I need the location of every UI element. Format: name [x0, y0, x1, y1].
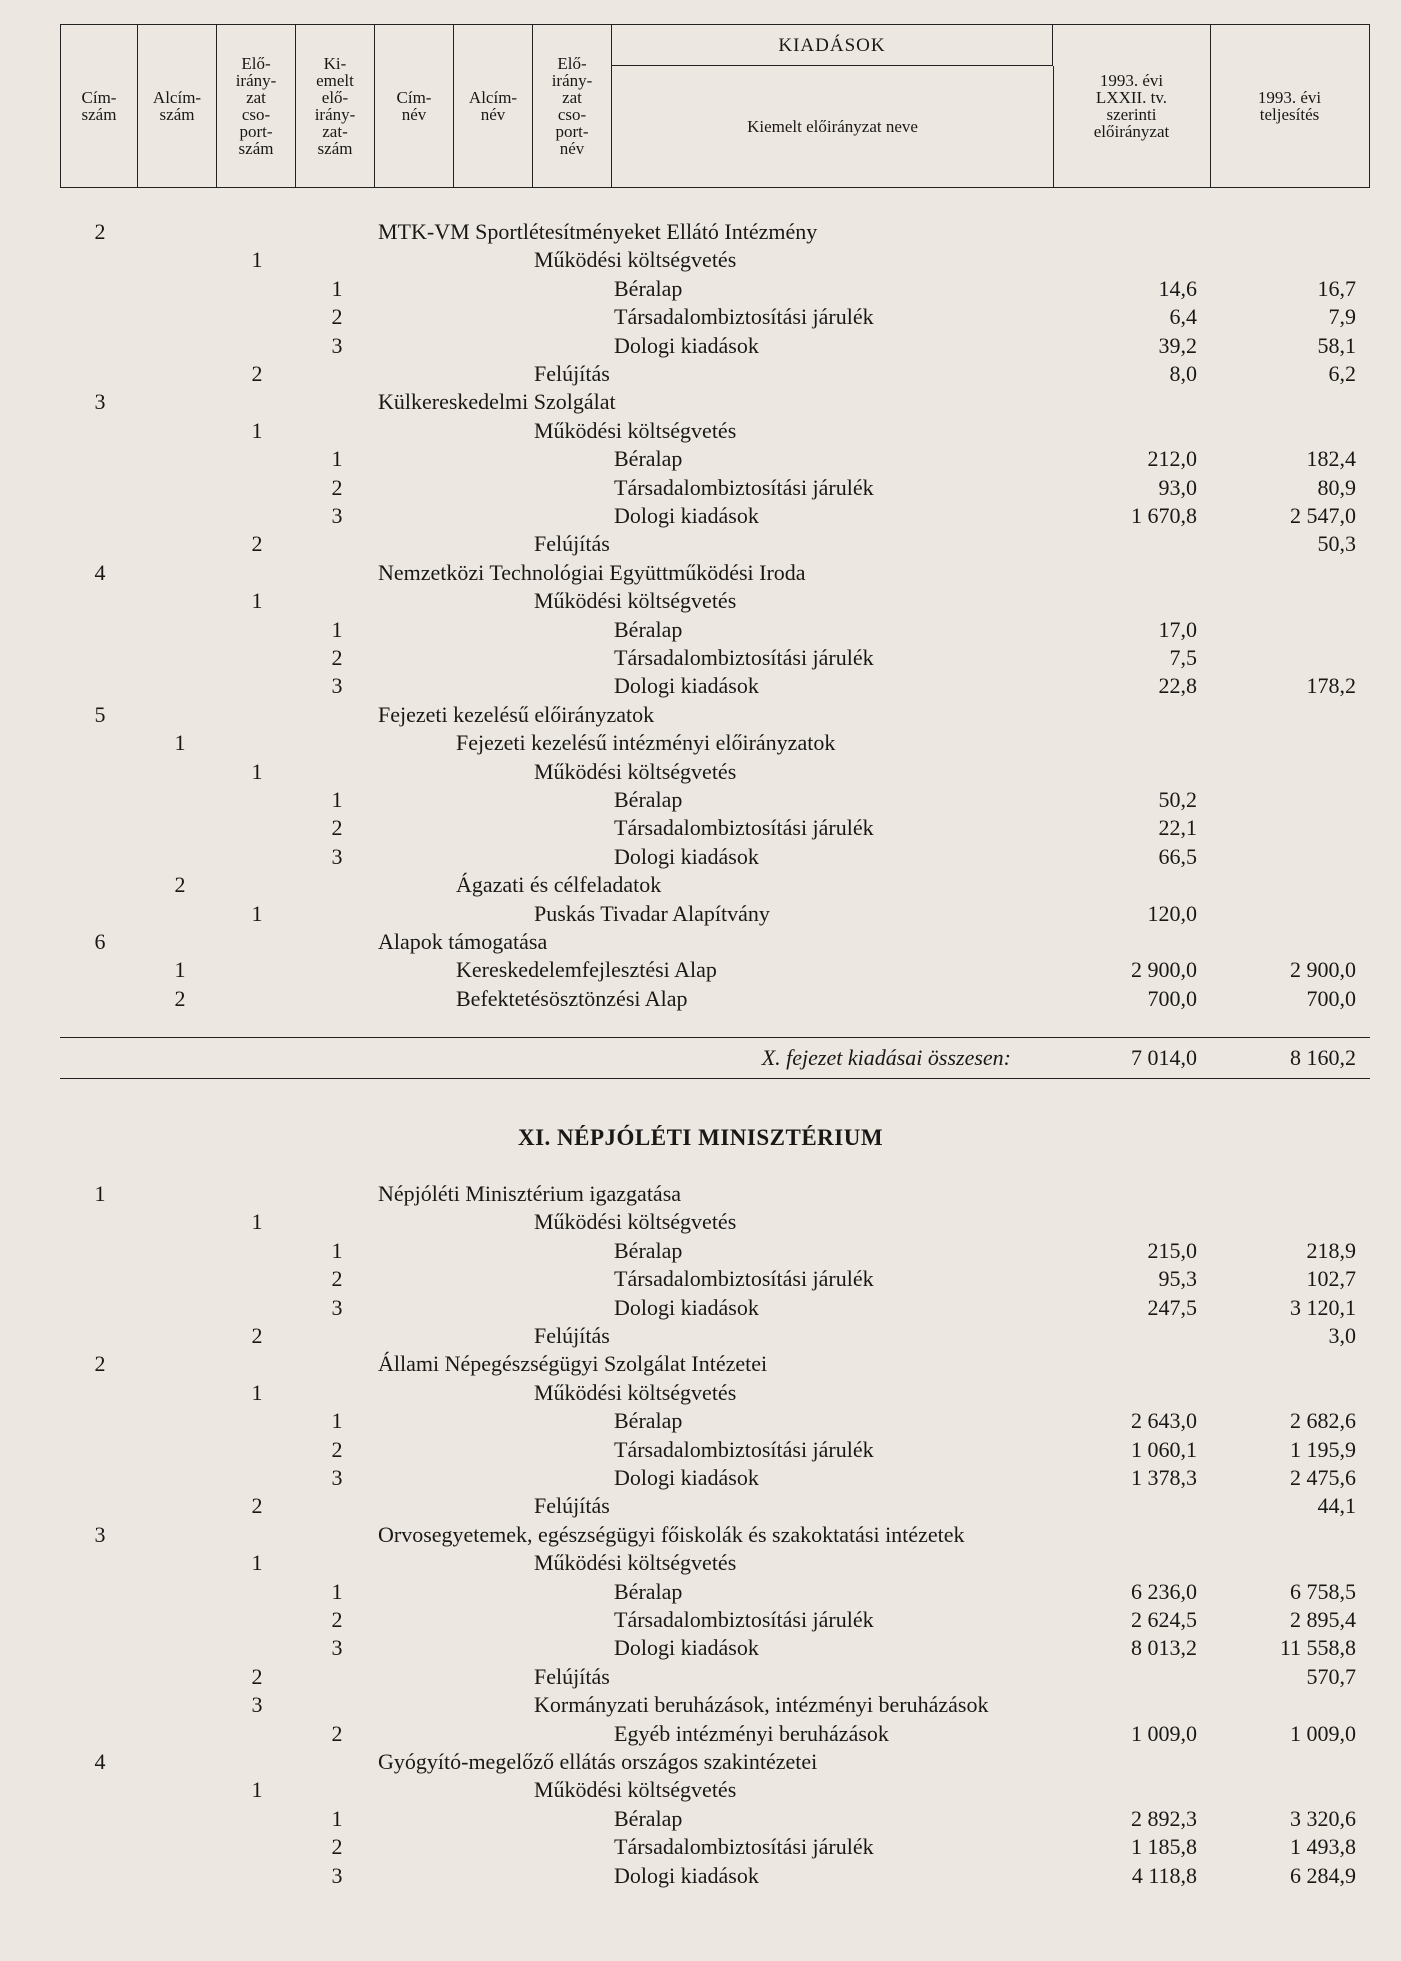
row-name: Dologi kiadások	[614, 1635, 759, 1661]
header-cim-nev: Cím- név	[375, 25, 454, 187]
table-row	[0, 900, 1401, 928]
kiemelt-eloiranyzat-number: 1	[331, 1805, 343, 1831]
row-name: Ágazati és célfeladatok	[456, 872, 662, 898]
row-name: Működési költségvetés	[534, 588, 737, 614]
row-name: MTK-VM Sportlétesítményeket Ellátó Intézmény	[378, 219, 818, 244]
table-row	[0, 1776, 1401, 1804]
row-name: Dologi kiadások	[614, 1294, 759, 1320]
value-teljesites: 182,4	[1306, 446, 1356, 472]
eloiranyzat-csoport-number: 2	[251, 531, 263, 557]
row-name: Társadalombiztosítási járulék	[614, 1607, 874, 1632]
row-name: Béralap	[614, 1578, 683, 1604]
value-teljesites: 3 320,6	[1290, 1805, 1356, 1831]
alcim-number: 2	[174, 985, 186, 1011]
cim-number: 5	[94, 701, 106, 727]
row-name: Felújítás	[534, 531, 610, 557]
table-row	[0, 474, 1401, 502]
value-teljesites: 218,9	[1306, 1237, 1356, 1263]
value-teljesites: 58,1	[1317, 332, 1356, 358]
table-row	[0, 1691, 1401, 1719]
cim-number: 3	[94, 1521, 106, 1547]
table-row	[0, 1833, 1401, 1861]
header-kiadasok: KIADÁSOK	[612, 25, 1053, 66]
cim-number: 6	[94, 929, 106, 954]
row-name: Kormányzati beruházások, intézményi beruházások	[534, 1692, 989, 1718]
kiemelt-eloiranyzat-number: 1	[331, 275, 343, 301]
value-teljesites: 2 547,0	[1290, 503, 1356, 528]
eloiranyzat-csoport-number: 2	[251, 1323, 263, 1348]
cim-number: 4	[94, 1749, 106, 1774]
table-row	[0, 502, 1401, 530]
eloiranyzat-csoport-number: 3	[251, 1692, 263, 1718]
header-1993-eloiranyzat: 1993. évi LXXII. tv. szerinti előirányzat	[1053, 25, 1211, 187]
value-teljesites: 11 558,8	[1279, 1635, 1356, 1661]
row-name: Társadalombiztosítási járulék	[614, 1266, 874, 1292]
value-teljesites: 1 195,9	[1290, 1436, 1356, 1462]
header-1993-teljesites: 1993. évi teljesítés	[1257, 88, 1322, 124]
value-teljesites: 6,2	[1328, 361, 1356, 386]
cim-number: 1	[94, 1181, 106, 1206]
header-alcim-szam: Alcím- szám	[138, 25, 217, 187]
value-teljesites: 1 493,8	[1290, 1834, 1356, 1860]
value-eloiranyzat: 93,0	[1158, 474, 1197, 500]
table-row	[0, 1862, 1401, 1890]
value-eloiranyzat: 1 009,0	[1131, 1720, 1197, 1746]
alcim-number: 1	[174, 730, 186, 756]
table-row	[0, 985, 1401, 1013]
row-name: Társadalombiztosítási járulék	[614, 1436, 874, 1462]
alcim-number: 2	[174, 872, 186, 898]
table-row	[0, 1748, 1401, 1776]
value-teljesites: 178,2	[1306, 673, 1356, 699]
table-row	[0, 1379, 1401, 1407]
table-row	[0, 1237, 1401, 1265]
eloiranyzat-csoport-number: 1	[251, 1550, 263, 1576]
kiemelt-eloiranyzat-number: 2	[331, 1436, 343, 1462]
row-name: Béralap	[614, 1408, 683, 1434]
table-row	[0, 956, 1401, 984]
table-row	[0, 1464, 1401, 1492]
value-teljesites: 2 475,6	[1290, 1465, 1356, 1490]
row-name: Béralap	[614, 446, 683, 472]
value-teljesites: 2 900,0	[1290, 957, 1356, 983]
value-eloiranyzat: 2 643,0	[1131, 1408, 1197, 1434]
row-name: Társadalombiztosítási járulék	[614, 645, 874, 670]
eloiranyzat-csoport-number: 1	[251, 758, 263, 784]
header-cim-szam: Cím- szám	[61, 25, 138, 187]
table-row	[0, 701, 1401, 729]
row-name: Társadalombiztosítási járulék	[614, 304, 874, 330]
row-name: Béralap	[614, 1237, 683, 1263]
kiemelt-eloiranyzat-number: 1	[331, 1408, 343, 1434]
row-name: Felújítás	[534, 1493, 610, 1519]
table-header	[60, 24, 1370, 188]
table-row	[0, 445, 1401, 473]
value-teljesites: 2 895,4	[1290, 1607, 1356, 1632]
table-row	[0, 1606, 1401, 1634]
table-row	[0, 275, 1401, 303]
row-name: Befektetésösztönzési Alap	[456, 985, 688, 1011]
value-teljesites: 44,1	[1317, 1493, 1356, 1519]
row-name: Alapok támogatása	[378, 929, 548, 954]
table-row	[0, 729, 1401, 757]
table-row	[0, 1549, 1401, 1577]
total-bottom-rule	[60, 1078, 1370, 1079]
eloiranyzat-csoport-number: 2	[251, 361, 263, 386]
eloiranyzat-csoport-number: 2	[251, 1663, 263, 1689]
value-teljesites: 3,0	[1328, 1323, 1356, 1348]
value-eloiranyzat: 1 670,8	[1131, 503, 1197, 528]
row-name: Működési költségvetés	[534, 417, 737, 443]
table-row	[0, 1720, 1401, 1748]
kiemelt-eloiranyzat-number: 2	[331, 474, 343, 500]
header-alcim-nev: Alcím- név	[454, 25, 533, 187]
table-row	[0, 1436, 1401, 1464]
value-teljesites: 700,0	[1306, 985, 1356, 1011]
value-eloiranyzat: 39,2	[1158, 332, 1197, 358]
table-row	[0, 1407, 1401, 1435]
cim-number: 4	[94, 559, 106, 585]
eloiranyzat-csoport-number: 2	[251, 1493, 263, 1519]
row-name: Működési költségvetés	[534, 1777, 737, 1803]
table-row	[0, 1294, 1401, 1322]
kiemelt-eloiranyzat-number: 1	[331, 1237, 343, 1263]
value-teljesites: 570,7	[1306, 1663, 1356, 1689]
value-eloiranyzat: 50,2	[1158, 787, 1197, 812]
eloiranyzat-csoport-number: 1	[251, 1777, 263, 1803]
row-name: Felújítás	[534, 1323, 610, 1348]
total-label: X. fejezet kiadásai összesen:	[761, 1045, 1011, 1070]
table-row	[0, 616, 1401, 644]
kiemelt-eloiranyzat-number: 3	[331, 1862, 343, 1888]
kiemelt-eloiranyzat-number: 1	[331, 446, 343, 472]
kiemelt-eloiranyzat-number: 2	[331, 815, 343, 841]
row-name: Puskás Tivadar Alapítvány	[534, 900, 770, 926]
kiemelt-eloiranyzat-number: 1	[331, 787, 343, 812]
value-eloiranyzat: 6,4	[1169, 304, 1197, 330]
table-row	[0, 871, 1401, 899]
value-eloiranyzat: 1 060,1	[1131, 1436, 1197, 1462]
table-row	[0, 786, 1401, 814]
value-eloiranyzat: 2 892,3	[1131, 1805, 1197, 1831]
total-row	[0, 1043, 1401, 1073]
kiemelt-eloiranyzat-number: 3	[331, 332, 343, 358]
table-row	[0, 218, 1401, 246]
table-row	[0, 559, 1401, 587]
table-row	[0, 1521, 1401, 1549]
eloiranyzat-csoport-number: 1	[251, 247, 263, 273]
value-eloiranyzat: 8 013,2	[1131, 1635, 1197, 1661]
table-row	[0, 1492, 1401, 1520]
table-row	[0, 1180, 1401, 1208]
eloiranyzat-csoport-number: 1	[251, 1209, 263, 1235]
kiemelt-eloiranyzat-number: 3	[331, 503, 343, 528]
value-eloiranyzat: 8,0	[1169, 361, 1197, 386]
value-teljesites: 16,7	[1317, 275, 1356, 301]
kiemelt-eloiranyzat-number: 2	[331, 304, 343, 330]
kiemelt-eloiranyzat-number: 2	[331, 1266, 343, 1292]
table-row	[0, 1578, 1401, 1606]
value-teljesites: 102,7	[1306, 1266, 1356, 1292]
row-name: Felújítás	[534, 361, 610, 386]
value-eloiranyzat: 2 624,5	[1131, 1607, 1197, 1632]
row-name: Béralap	[614, 616, 683, 642]
value-eloiranyzat: 1 185,8	[1131, 1834, 1197, 1860]
row-name: Társadalombiztosítási járulék	[614, 474, 874, 500]
row-name: Állami Népegészségügyi Szolgálat Intézetei	[378, 1351, 768, 1377]
row-name: Külkereskedelmi Szolgálat	[378, 389, 616, 415]
row-name: Működési költségvetés	[534, 758, 737, 784]
kiemelt-eloiranyzat-number: 3	[331, 673, 343, 699]
row-name: Fejezeti kezelésű intézményi előirányzatok	[456, 730, 836, 756]
table-row	[0, 360, 1401, 388]
eloiranyzat-csoport-number: 1	[251, 900, 263, 926]
row-name: Béralap	[614, 1805, 683, 1831]
row-name: Béralap	[614, 275, 683, 301]
eloiranyzat-csoport-number: 1	[251, 417, 263, 443]
kiemelt-eloiranyzat-number: 3	[331, 1465, 343, 1490]
table-row	[0, 417, 1401, 445]
header-eloirany-csoport-szam: Elő- irány- zat cso- port- szám	[217, 25, 296, 187]
table-row	[0, 814, 1401, 842]
row-name: Működési költségvetés	[534, 1209, 737, 1235]
value-teljesites: 6 284,9	[1290, 1862, 1356, 1888]
value-eloiranyzat: 7,5	[1169, 645, 1197, 670]
eloiranyzat-csoport-number: 1	[251, 588, 263, 614]
table-row	[0, 332, 1401, 360]
cim-number: 2	[94, 1351, 106, 1377]
value-eloiranyzat: 247,5	[1147, 1294, 1197, 1320]
row-name: Működési költségvetés	[534, 1379, 737, 1405]
value-eloiranyzat: 1 378,3	[1131, 1465, 1197, 1490]
cim-number: 2	[94, 219, 106, 244]
table-row	[0, 1663, 1401, 1691]
row-name: Gyógyító-megelőző ellátás országos szakintézetei	[378, 1749, 818, 1774]
section-title: XI. NÉPJÓLÉTI MINISZTÉRIUM	[517, 1125, 884, 1150]
kiemelt-eloiranyzat-number: 1	[331, 616, 343, 642]
table-row	[0, 928, 1401, 956]
value-teljesites: 2 682,6	[1290, 1408, 1356, 1434]
value-eloiranyzat: 212,0	[1147, 446, 1197, 472]
table-row	[0, 1322, 1401, 1350]
value-eloiranyzat: 95,3	[1158, 1266, 1197, 1292]
kiemelt-eloiranyzat-number: 2	[331, 1720, 343, 1746]
row-name: Egyéb intézményi beruházások	[614, 1720, 889, 1746]
table-row	[0, 530, 1401, 558]
value-teljesites: 1 009,0	[1290, 1720, 1356, 1746]
row-name: Társadalombiztosítási járulék	[614, 1834, 874, 1860]
value-eloiranyzat: 2 900,0	[1131, 957, 1197, 983]
table-row	[0, 587, 1401, 615]
row-name: Működési költségvetés	[534, 247, 737, 273]
value-teljesites: 7,9	[1328, 304, 1356, 330]
row-name: Dologi kiadások	[614, 503, 759, 528]
kiemelt-eloiranyzat-number: 3	[331, 1635, 343, 1661]
row-name: Orvosegyetemek, egészségügyi főiskolák és szakoktatási intézetek	[378, 1521, 965, 1547]
row-name: Kereskedelemfejlesztési Alap	[456, 957, 717, 983]
row-name: Felújítás	[534, 1663, 610, 1689]
value-teljesites: 6 758,5	[1290, 1578, 1356, 1604]
header-eloirany-csoport-nev: Elő- irány- zat cso- port- név	[533, 25, 612, 187]
kiemelt-eloiranyzat-number: 1	[331, 1578, 343, 1604]
value-eloiranyzat: 215,0	[1147, 1237, 1197, 1263]
kiemelt-eloiranyzat-number: 2	[331, 1834, 343, 1860]
value-eloiranyzat: 22,1	[1158, 815, 1197, 841]
alcim-number: 1	[174, 957, 186, 983]
value-eloiranyzat: 6 236,0	[1131, 1578, 1197, 1604]
total-eloiranyzat: 7 014,0	[1131, 1045, 1197, 1070]
kiemelt-eloiranyzat-number: 3	[331, 843, 343, 869]
row-name: Dologi kiadások	[614, 673, 759, 699]
table-row	[0, 1208, 1401, 1236]
row-name: Társadalombiztosítási járulék	[614, 815, 874, 841]
kiemelt-eloiranyzat-number: 2	[331, 1607, 343, 1632]
row-name: Fejezeti kezelésű előirányzatok	[378, 701, 655, 727]
value-eloiranyzat: 4 118,8	[1131, 1862, 1197, 1888]
kiemelt-eloiranyzat-number: 2	[331, 645, 343, 670]
table-row	[0, 672, 1401, 700]
value-eloiranyzat: 14,6	[1158, 275, 1197, 301]
row-name: Működési költségvetés	[534, 1550, 737, 1576]
table-row	[0, 758, 1401, 786]
row-name: Nemzetközi Technológiai Együttműködési Iroda	[378, 559, 806, 585]
total-teljesites: 8 160,2	[1290, 1045, 1356, 1070]
row-name: Dologi kiadások	[614, 843, 759, 869]
value-eloiranyzat: 66,5	[1158, 843, 1197, 869]
row-name: Béralap	[614, 787, 683, 812]
value-eloiranyzat: 120,0	[1147, 900, 1197, 926]
table-row	[0, 246, 1401, 274]
eloiranyzat-csoport-number: 1	[251, 1379, 263, 1405]
value-eloiranyzat: 17,0	[1158, 616, 1197, 642]
table-row	[0, 843, 1401, 871]
value-teljesites: 3 120,1	[1290, 1294, 1356, 1320]
table-row	[0, 1265, 1401, 1293]
row-name: Dologi kiadások	[614, 332, 759, 358]
total-top-rule	[60, 1037, 1370, 1038]
header-kiemelt-eloirany-szam: Ki- emelt elő- irány- zat- szám	[296, 25, 375, 187]
row-name: Népjóléti Minisztérium igazgatása	[378, 1181, 682, 1206]
value-eloiranyzat: 700,0	[1147, 985, 1197, 1011]
table-row	[0, 1350, 1401, 1378]
row-name: Dologi kiadások	[614, 1465, 759, 1490]
table-row	[0, 388, 1401, 416]
value-teljesites: 80,9	[1317, 474, 1356, 500]
kiemelt-eloiranyzat-number: 3	[331, 1294, 343, 1320]
row-name: Dologi kiadások	[614, 1862, 759, 1888]
table-row	[0, 1805, 1401, 1833]
value-teljesites: 50,3	[1317, 531, 1356, 557]
table-row	[0, 644, 1401, 672]
table-row	[0, 1634, 1401, 1662]
table-row	[0, 303, 1401, 331]
cim-number: 3	[94, 389, 106, 415]
value-eloiranyzat: 22,8	[1158, 673, 1197, 699]
header-kiemelt-nev: Kiemelt előirányzat neve	[612, 66, 1054, 187]
